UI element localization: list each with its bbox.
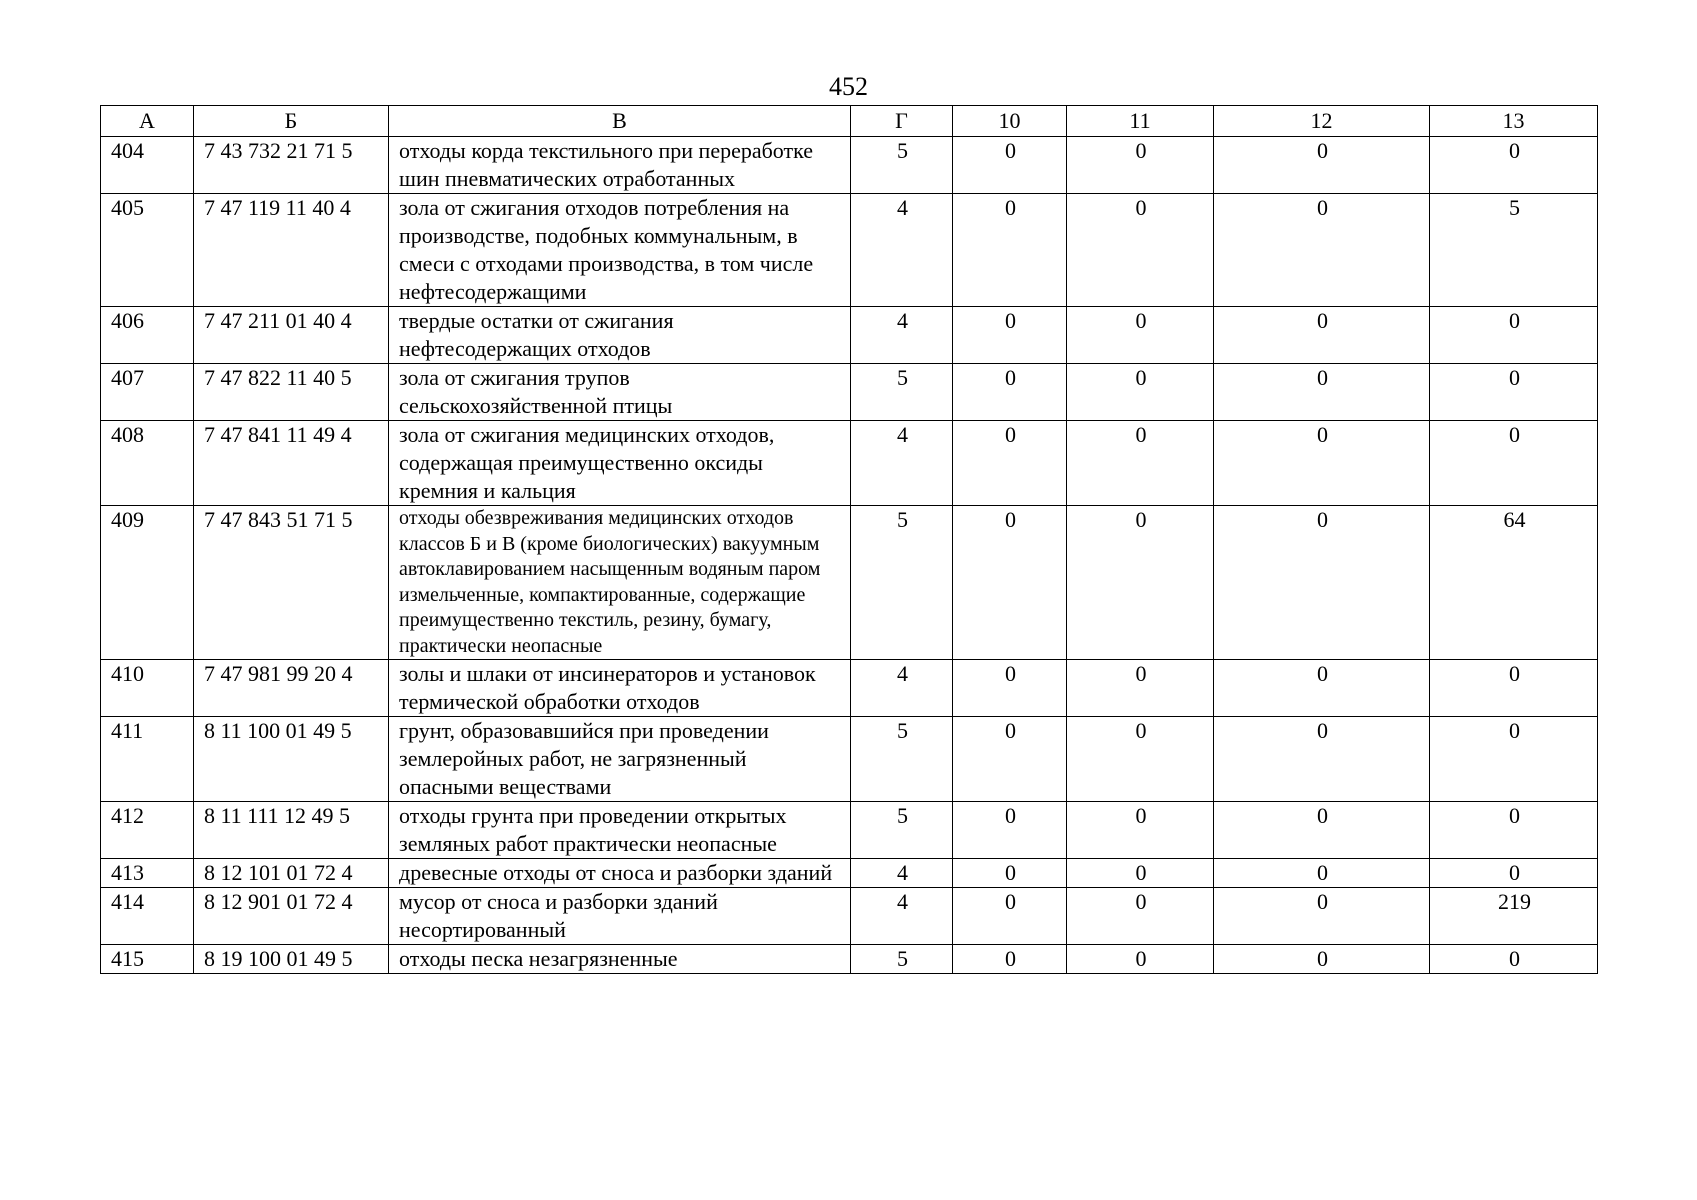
cell-col-13: 64 <box>1430 506 1598 660</box>
cell-col-11: 0 <box>1067 364 1214 421</box>
cell-col-13: 0 <box>1430 802 1598 859</box>
cell-number: 415 <box>101 945 194 974</box>
waste-table <box>100 105 1598 974</box>
cell-waste-name: отходы песка незагрязненные <box>389 945 851 974</box>
cell-hazard-class: 4 <box>851 888 953 945</box>
table-body <box>101 137 1598 974</box>
table-row <box>101 859 1598 888</box>
cell-col-13: 0 <box>1430 307 1598 364</box>
cell-hazard-class: 5 <box>851 945 953 974</box>
column-header-11: 11 <box>1067 106 1214 137</box>
cell-hazard-class: 5 <box>851 137 953 194</box>
cell-col-12: 0 <box>1214 307 1430 364</box>
table-row <box>101 717 1598 802</box>
cell-col-12: 0 <box>1214 364 1430 421</box>
table-row <box>101 137 1598 194</box>
cell-col-11: 0 <box>1067 888 1214 945</box>
cell-col-13: 0 <box>1430 717 1598 802</box>
cell-col-13: 0 <box>1430 945 1598 974</box>
cell-col-13: 0 <box>1430 859 1598 888</box>
cell-col-10: 0 <box>953 888 1067 945</box>
cell-col-10: 0 <box>953 859 1067 888</box>
cell-number: 408 <box>101 421 194 506</box>
cell-number: 413 <box>101 859 194 888</box>
cell-col-12: 0 <box>1214 945 1430 974</box>
cell-col-12: 0 <box>1214 802 1430 859</box>
cell-waste-name: мусор от сноса и разборки зданий несортированный <box>389 888 851 945</box>
column-header-10: 10 <box>953 106 1067 137</box>
cell-col-12: 0 <box>1214 421 1430 506</box>
cell-col-11: 0 <box>1067 859 1214 888</box>
cell-col-11: 0 <box>1067 506 1214 660</box>
cell-col-10: 0 <box>953 194 1067 307</box>
cell-hazard-class: 5 <box>851 506 953 660</box>
cell-waste-code: 7 47 119 11 40 4 <box>194 194 389 307</box>
cell-number: 404 <box>101 137 194 194</box>
cell-col-11: 0 <box>1067 945 1214 974</box>
cell-col-10: 0 <box>953 717 1067 802</box>
cell-waste-name: отходы корда текстильного при переработке шин пневматических отработанных <box>389 137 851 194</box>
cell-number: 410 <box>101 660 194 717</box>
cell-waste-code: 7 47 981 99 20 4 <box>194 660 389 717</box>
cell-col-10: 0 <box>953 364 1067 421</box>
table-row <box>101 506 1598 660</box>
cell-number: 406 <box>101 307 194 364</box>
table-row <box>101 888 1598 945</box>
cell-hazard-class: 4 <box>851 859 953 888</box>
cell-waste-name: древесные отходы от сноса и разборки зданий <box>389 859 851 888</box>
cell-number: 411 <box>101 717 194 802</box>
cell-col-12: 0 <box>1214 506 1430 660</box>
table-header-row <box>101 106 1598 137</box>
cell-col-11: 0 <box>1067 660 1214 717</box>
cell-waste-name: золы и шлаки от инсинераторов и установок термической обработки отходов <box>389 660 851 717</box>
table-row <box>101 307 1598 364</box>
cell-waste-code: 7 47 843 51 71 5 <box>194 506 389 660</box>
cell-hazard-class: 5 <box>851 364 953 421</box>
cell-waste-name: твердые остатки от сжигания нефтесодержащих отходов <box>389 307 851 364</box>
cell-col-12: 0 <box>1214 888 1430 945</box>
cell-col-11: 0 <box>1067 421 1214 506</box>
cell-col-13: 0 <box>1430 421 1598 506</box>
cell-col-13: 0 <box>1430 364 1598 421</box>
cell-col-10: 0 <box>953 307 1067 364</box>
table-row <box>101 802 1598 859</box>
table-row <box>101 421 1598 506</box>
table-row <box>101 364 1598 421</box>
cell-waste-name: отходы грунта при проведении открытых земляных работ практически неопасные <box>389 802 851 859</box>
column-header-b: Б <box>194 106 389 137</box>
cell-hazard-class: 4 <box>851 660 953 717</box>
cell-waste-code: 8 12 901 01 72 4 <box>194 888 389 945</box>
column-header-a: А <box>101 106 194 137</box>
cell-waste-code: 7 47 822 11 40 5 <box>194 364 389 421</box>
table-row <box>101 194 1598 307</box>
cell-hazard-class: 4 <box>851 194 953 307</box>
cell-col-11: 0 <box>1067 802 1214 859</box>
cell-col-12: 0 <box>1214 660 1430 717</box>
cell-waste-name: грунт, образовавшийся при проведении землеройных работ, не загрязненный опасными веществами <box>389 717 851 802</box>
cell-hazard-class: 4 <box>851 421 953 506</box>
column-header-g: Г <box>851 106 953 137</box>
cell-number: 409 <box>101 506 194 660</box>
cell-waste-name: зола от сжигания отходов потребления на производстве, подобных коммунальным, в смеси с отходами производства, в том числе нефтесодержащими <box>389 194 851 307</box>
cell-waste-code: 8 19 100 01 49 5 <box>194 945 389 974</box>
table-row <box>101 945 1598 974</box>
cell-col-12: 0 <box>1214 137 1430 194</box>
column-header-13: 13 <box>1430 106 1598 137</box>
cell-waste-code: 7 43 732 21 71 5 <box>194 137 389 194</box>
cell-waste-name: зола от сжигания медицинских отходов, содержащая преимущественно оксиды кремния и кальция <box>389 421 851 506</box>
cell-col-13: 0 <box>1430 660 1598 717</box>
table-row <box>101 660 1598 717</box>
cell-col-13: 0 <box>1430 137 1598 194</box>
cell-col-10: 0 <box>953 421 1067 506</box>
cell-col-12: 0 <box>1214 717 1430 802</box>
column-header-12: 12 <box>1214 106 1430 137</box>
cell-waste-code: 8 12 101 01 72 4 <box>194 859 389 888</box>
cell-col-10: 0 <box>953 945 1067 974</box>
cell-col-10: 0 <box>953 137 1067 194</box>
cell-col-12: 0 <box>1214 859 1430 888</box>
cell-number: 405 <box>101 194 194 307</box>
cell-number: 414 <box>101 888 194 945</box>
cell-hazard-class: 5 <box>851 717 953 802</box>
cell-col-10: 0 <box>953 506 1067 660</box>
cell-col-13: 219 <box>1430 888 1598 945</box>
column-header-v: В <box>389 106 851 137</box>
cell-hazard-class: 5 <box>851 802 953 859</box>
cell-col-10: 0 <box>953 660 1067 717</box>
cell-col-13: 5 <box>1430 194 1598 307</box>
cell-hazard-class: 4 <box>851 307 953 364</box>
cell-waste-name: зола от сжигания трупов сельскохозяйственной птицы <box>389 364 851 421</box>
cell-number: 412 <box>101 802 194 859</box>
cell-col-11: 0 <box>1067 717 1214 802</box>
cell-number: 407 <box>101 364 194 421</box>
cell-col-12: 0 <box>1214 194 1430 307</box>
cell-col-11: 0 <box>1067 137 1214 194</box>
cell-col-10: 0 <box>953 802 1067 859</box>
cell-waste-code: 7 47 211 01 40 4 <box>194 307 389 364</box>
cell-waste-code: 7 47 841 11 49 4 <box>194 421 389 506</box>
cell-col-11: 0 <box>1067 194 1214 307</box>
cell-waste-code: 8 11 100 01 49 5 <box>194 717 389 802</box>
cell-col-11: 0 <box>1067 307 1214 364</box>
page-number: 452 <box>829 72 868 101</box>
cell-waste-code: 8 11 111 12 49 5 <box>194 802 389 859</box>
cell-waste-name: отходы обезвреживания медицинских отходов классов Б и В (кроме биологических) вакуумным автоклавированием насыщенным водяным паром измельченные, компактированные, содержащие преимущественно текстиль, резину, бумагу, практически неопасные <box>389 506 851 660</box>
